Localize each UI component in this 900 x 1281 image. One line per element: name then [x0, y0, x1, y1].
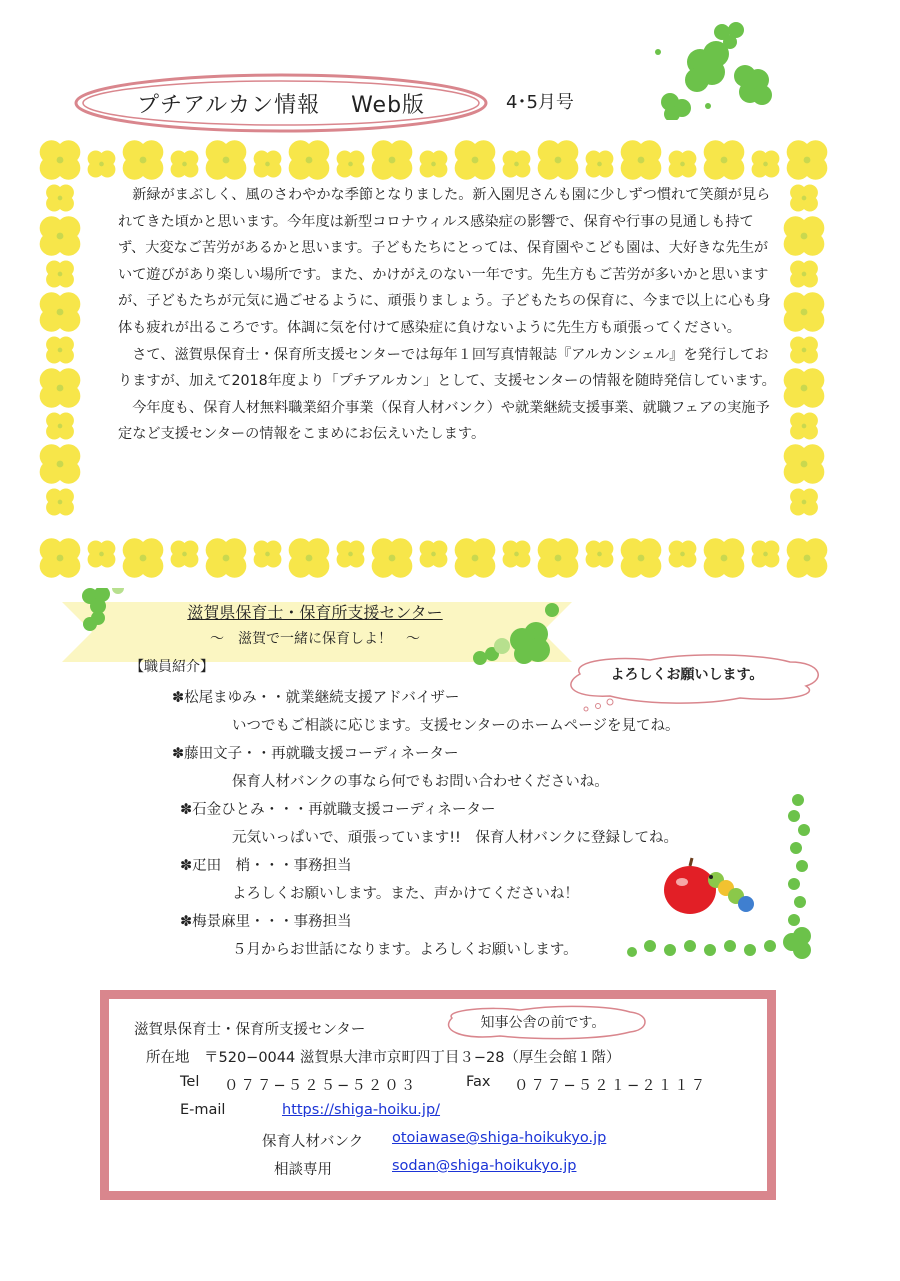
contact-address: 所在地 〒520−0044 滋賀県大津市京町四丁目３−28（厚生会館１階）: [146, 1050, 621, 1066]
staff-heading: 【職員紹介】: [130, 659, 214, 675]
flower-icon: [704, 538, 745, 578]
flower-icon: [40, 444, 81, 484]
banner-subtitle: ～ 滋賀で一緒に保育しよ！ ～: [210, 631, 420, 647]
flower-icon: [538, 538, 579, 578]
flower-icon: [206, 140, 247, 180]
flower-icon: [790, 260, 818, 287]
contact-org: 滋賀県保育士・保育所支援センター: [134, 1022, 366, 1038]
flower-icon: [784, 444, 825, 484]
intro-text: [118, 182, 778, 448]
intro-paragraph-2: さて、滋賀県保育士・保育所支援センターでは毎年１回写真情報誌『アルカンシェル』を発行しておりますが、加えて2018年度より「プチアルカン」として、支援センターの情報を随時発信しています。: [118, 346, 776, 390]
flower-icon: [289, 538, 330, 578]
flower-icon: [503, 150, 531, 177]
flower-icon: [621, 538, 662, 578]
flower-icon: [752, 540, 780, 567]
flower-icon: [586, 150, 614, 177]
flower-icon: [586, 540, 614, 567]
flower-icon: [88, 540, 116, 567]
flower-icon: [372, 140, 413, 180]
flower-icon: [420, 540, 448, 567]
flower-icon: [704, 140, 745, 180]
intro-paragraph-3: 今年度も、保育人材無料職業紹介事業（保育人材バンク）や就業継続支援事業、就職フェアの実施予定など支援センターの情報をこまめにお伝えいたします。: [118, 399, 770, 443]
flower-icon: [337, 540, 365, 567]
flower-icon: [503, 540, 531, 567]
flower-icon: [752, 150, 780, 177]
bank-email-link[interactable]: otoiawase@shiga-hoikukyo.jp: [392, 1130, 607, 1146]
tel-number: ０７７−５２５−５２０３: [224, 1078, 418, 1094]
tel-label: Tel: [180, 1074, 200, 1090]
flower-icon: [171, 540, 199, 567]
bubble-text: よろしくお願いします。: [610, 667, 764, 683]
flower-icon: [787, 140, 828, 180]
staff-message-1: いつでもご相談に応じます。支援センターのホームページを見てね。: [232, 718, 680, 734]
staff-message-2: 保育人材バンクの事なら何でもお問い合わせくださいね。: [232, 774, 609, 790]
staff-message-5: ５月からお世話になります。よろしくお願いします。: [232, 942, 578, 958]
flower-icon: [46, 488, 74, 515]
flower-icon: [46, 260, 74, 287]
flower-icon: [790, 412, 818, 439]
intro-paragraph-1: 新緑がまぶしく、風のさわやかな季節となりました。新入園児さんも園に少しずつ慣れて笑顔が見られてきた頃かと思います。今年度は新型コロナウィルス感染症の影響で、保育や行事の見通しも持てず、大変なご苦労があるかと思います。子どもたちにとっては、保育園やこども園は、大好きな先生がいて遊びがあり楽しい場所です。また、かけがえのない一年です。先生方もご苦労が多いかと思いますが、子どもたちが元気に過ごせるように、頑張りましょう。子どもたちの保育に、今まで以上に心も身体も疲れが出るころです。体調に気を付けて感染症に負けないように先生方も頑張ってください。: [118, 187, 771, 336]
flower-icon: [206, 538, 247, 578]
flower-icon: [337, 150, 365, 177]
flower-icon: [123, 140, 164, 180]
staff-name-2: ✽藤田文子・・再就職支援コーディネーター: [172, 746, 459, 762]
staff-name-3: ✽石金ひとみ・・・再就職支援コーディネーター: [180, 802, 496, 818]
staff-name-1: ✽松尾まゆみ・・就業継続支援アドバイザー: [172, 690, 460, 706]
flower-icon: [46, 336, 74, 363]
flower-icon: [669, 540, 697, 567]
clover-decoration: [650, 10, 780, 120]
staff-name-4: ✽疋田 梢・・・事務担当: [180, 858, 352, 874]
consult-label: 相談専用: [274, 1162, 332, 1178]
flower-icon: [784, 216, 825, 256]
staff-message-4: よろしくお願いします。また、声かけてくださいね！: [232, 886, 579, 902]
apple-caterpillar-illustration: [610, 770, 820, 970]
email-label: E-mail: [180, 1102, 226, 1118]
banner-title: 滋賀県保育士・保育所支援センター: [187, 603, 443, 622]
consult-email-link[interactable]: sodan@shiga-hoikukyo.jp: [392, 1158, 577, 1174]
flower-icon: [420, 150, 448, 177]
flower-icon: [790, 184, 818, 211]
flower-icon: [621, 140, 662, 180]
flower-icon: [289, 140, 330, 180]
flower-icon: [372, 538, 413, 578]
note-text: 知事公舎の前です。: [480, 1015, 606, 1031]
website-link[interactable]: https://shiga-hoiku.jp/: [282, 1102, 441, 1118]
flower-icon: [254, 540, 282, 567]
flower-icon: [40, 140, 81, 180]
staff-name-5: ✽梅景麻里・・・事務担当: [180, 914, 352, 930]
flower-icon: [669, 150, 697, 177]
page-title: プチアルカン情報 Web版: [136, 92, 426, 118]
flower-icon: [46, 184, 74, 211]
flower-icon: [455, 538, 496, 578]
flower-icon: [784, 368, 825, 408]
flower-icon: [40, 292, 81, 332]
issue-label: 4･5月号: [506, 92, 574, 113]
flower-icon: [46, 412, 74, 439]
flower-icon: [88, 150, 116, 177]
fax-number: ０７７−５２１−２１１７: [514, 1078, 708, 1094]
flower-icon: [787, 538, 828, 578]
flower-icon: [40, 368, 81, 408]
flower-icon: [455, 140, 496, 180]
flower-icon: [123, 538, 164, 578]
flower-icon: [171, 150, 199, 177]
bank-label: 保育人材バンク: [262, 1134, 364, 1150]
flower-icon: [254, 150, 282, 177]
flower-icon: [790, 488, 818, 515]
flower-icon: [784, 292, 825, 332]
flower-icon: [790, 336, 818, 363]
flower-icon: [538, 140, 579, 180]
flower-icon: [40, 538, 81, 578]
staff-message-3: 元気いっぱいで、頑張っています!! 保育人材バンクに登録してね。: [232, 830, 679, 846]
fax-label: Fax: [466, 1074, 491, 1090]
flower-icon: [40, 216, 81, 256]
